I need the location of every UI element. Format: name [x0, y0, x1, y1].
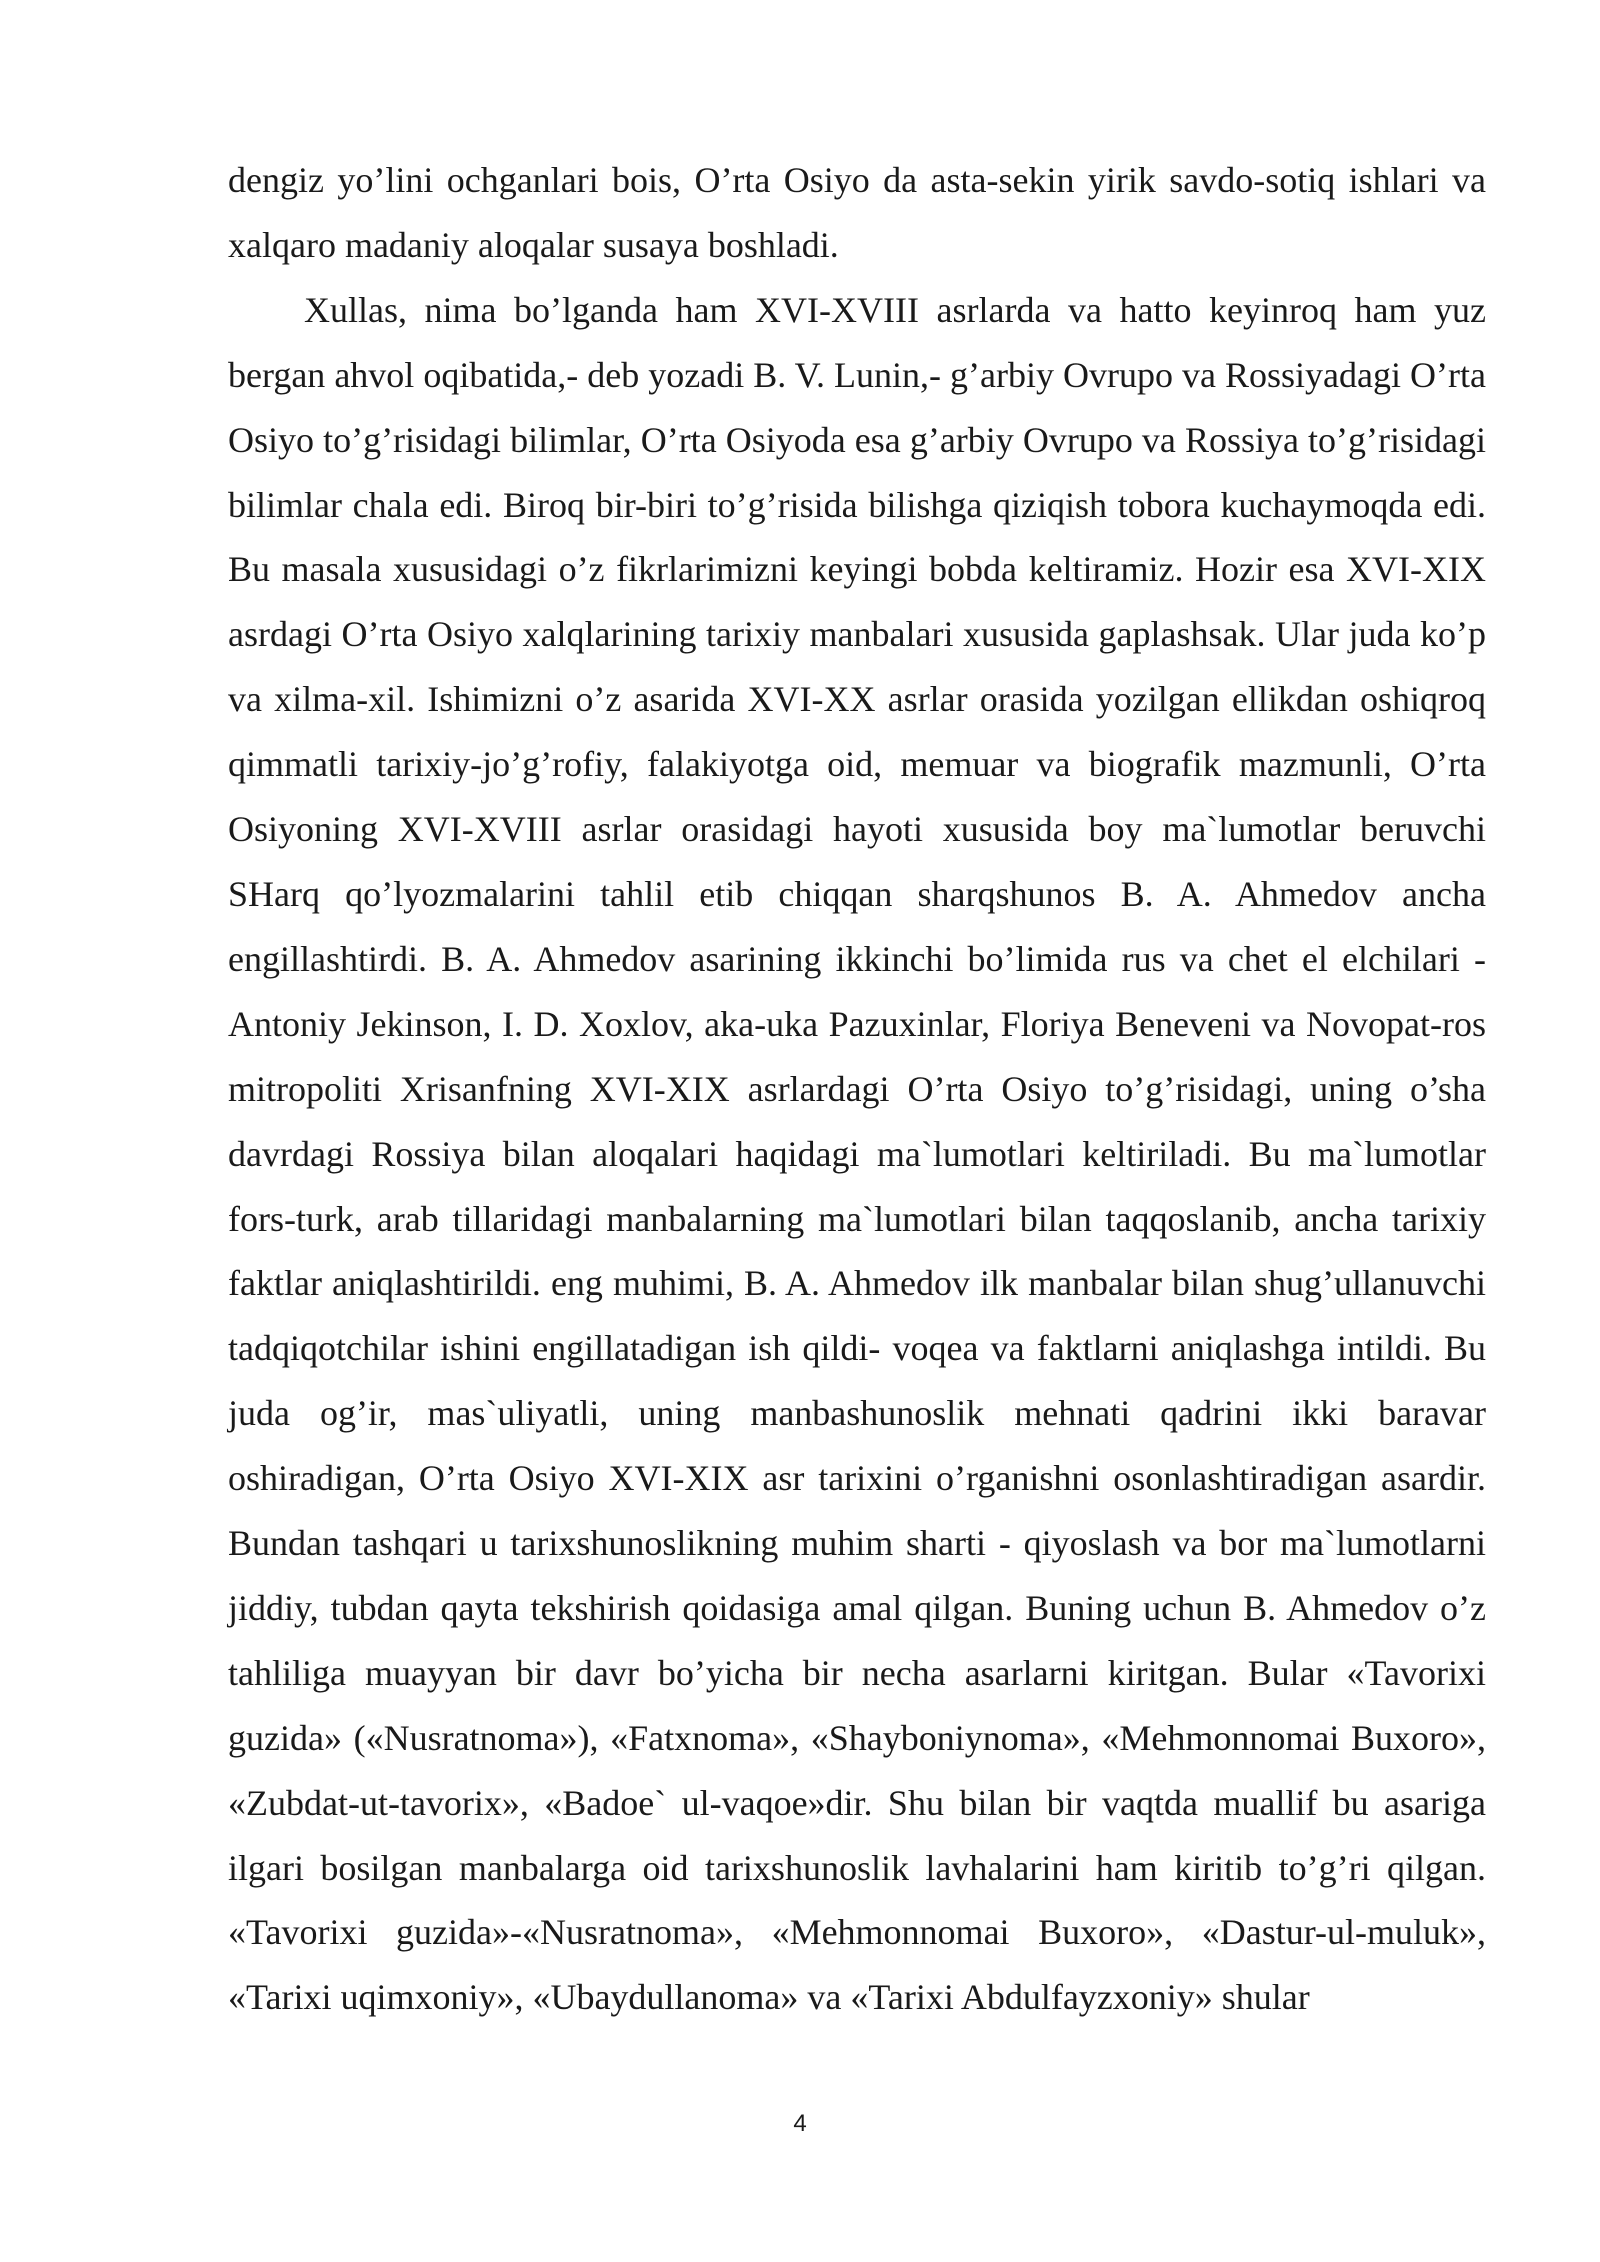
paragraph-continuation: dengiz yo’lini ochganlari bois, O’rta Osiyo da asta-sekin yirik savdo-sotiq ishlari va xalqaro madaniy aloqalar susaya boshladi. [228, 160, 1486, 265]
paragraph-main: Xullas, nima bo’lganda ham XVI-XVIII asrlarda va hatto keyinroq ham yuz bergan ahvol oqibatida,- deb yozadi B. V. Lunin,- g’arbiy Ovrupo va Rossiyadagi O’rta Osiyo to’g’risidagi bilimlar, O’rta Osiyoda esa g’arbiy Ovrupo va Rossiya to’g’risidagi bilimlar chala edi. Biroq bir-biri to’g’risida bilishga qiziqish tobora kuchaymoqda edi. Bu masala xususidagi o’z fikrlarimizni keyingi bobda keltiramiz. Hozir esa XVI-XIX asrdagi O’rta Osiyo xalqlarining tarixiy manbalari xususida gaplashsak. Ular juda ko’p va xilma-xil. Ishimizni o’z asarida XVI-XX asrlar orasida yozilgan ellikdan oshiqroq qimmatli tarixiy-jo’g’rofiy, falakiyotga oid, memuar va biografik mazmunli, O’rta Osiyoning XVI-XVIII asrlar orasidagi hayoti xususida boy ma`lumotlar beruvchi SHarq qo’lyozmalarini tahlil etib chiqqan sharqshunos B. A. Ahmedov ancha engillashtirdi. B. A. Ahmedov asarining ikkinchi bo’limida rus va chet el elchilari - Antoniy Jekinson, I. D. Xoxlov, aka-uka Pazuxinlar, Floriya Beneveni va Novopat-ros mitropoliti Xrisanfning XVI-XIX asrlardagi O’rta Osiyo to’g’risidagi, uning o’sha davrdagi Rossiya bilan aloqalari haqidagi ma`lumotlari keltiriladi. Bu ma`lumotlar fors-turk, arab tillaridagi manbalarning ma`lumotlari bilan taqqoslanib, ancha tarixiy faktlar aniqlashtirildi. eng muhimi, B. A. Ahmedov ilk manbalar bilan shug’ullanuvchi tadqiqotchilar ishini engillatadigan ish qildi- voqea va faktlarni aniqlashga intildi. Bu juda og’ir, mas`uliyatli, uning manbashunoslik mehnati qadrini ikki baravar oshiradigan, O’rta Osiyo XVI-XIX asr tarixini o’rganishni osonlashtiradigan asardir. Bundan tashqari u tarixshunoslikning muhim sharti - qiyoslash va bor ma`lumotlarni jiddiy, tubdan qayta tekshirish qoidasiga amal qilgan. Buning uchun B. Ahmedov o’z tahliliga muayyan bir davr bo’yicha bir necha asarlarni kiritgan. Bular «Tavorixi guzida» («Nusratnoma»), «Fatxnoma», «Shayboniynoma», «Mehmonnomai Buxoro», «Zubdat-ut-tavorix», «Badoe` ul-vaqoe»dir. Shu bilan bir vaqtda muallif bu asariga ilgari bosilgan manbalarga oid tarixshunoslik lavhalarini ham kiritib to’g’ri qilgan. «Tavorixi guzida»-«Nusratnoma», «Mehmonnomai Buxoro», «Dastur-ul-muluk», «Tarixi uqimxoniy», «Ubaydullanoma» va «Tarixi Abdulfayzxoniy» shular [228, 289, 1486, 2018]
page-number: 4 [793, 2110, 807, 2137]
body-text [228, 148, 1486, 2030]
